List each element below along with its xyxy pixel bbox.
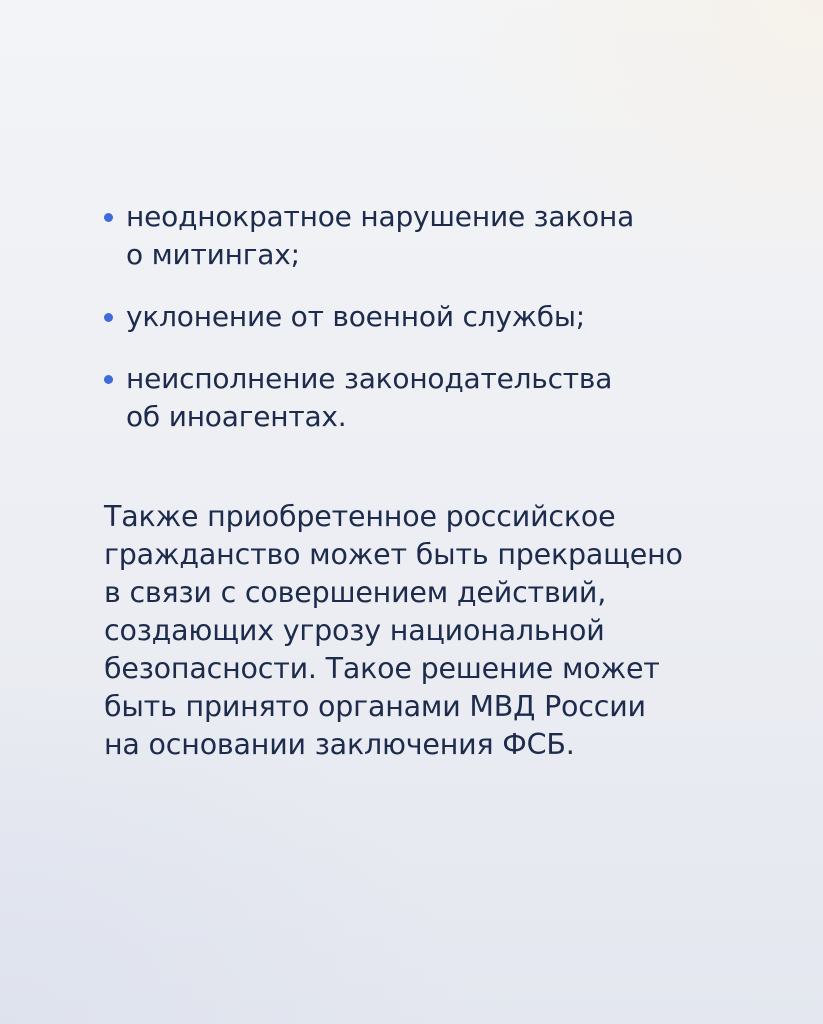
paragraph-line: на основании заключения ФСБ.	[104, 728, 575, 761]
bullet-line: об иноагентах.	[126, 400, 347, 433]
paragraph-line: в связи с совершением действий,	[104, 576, 607, 609]
paragraph-line: Также приобретенное российское	[104, 500, 616, 533]
list-item	[104, 298, 764, 336]
paragraph-line: гражданство может быть прекращено	[104, 538, 683, 571]
paragraph-line: безопасности. Такое решение может	[104, 652, 660, 685]
paragraph-line: создающих угрозу национальной	[104, 614, 605, 647]
bullet-dot-icon	[104, 375, 113, 384]
bullet-line: неоднократное нарушение закона	[126, 200, 635, 233]
bullet-line: о митингах;	[126, 238, 300, 271]
list-item	[104, 198, 764, 274]
list-item	[104, 360, 764, 436]
content-area	[104, 198, 764, 764]
bullet-dot-icon	[104, 213, 113, 222]
bullet-list	[104, 198, 764, 436]
paragraph-line: быть принято органами МВД России	[104, 690, 646, 723]
bullet-line: неисполнение законодательства	[126, 362, 613, 395]
body-paragraph	[104, 498, 764, 764]
bullet-dot-icon	[104, 313, 113, 322]
bullet-line: уклонение от военной службы;	[126, 300, 586, 333]
